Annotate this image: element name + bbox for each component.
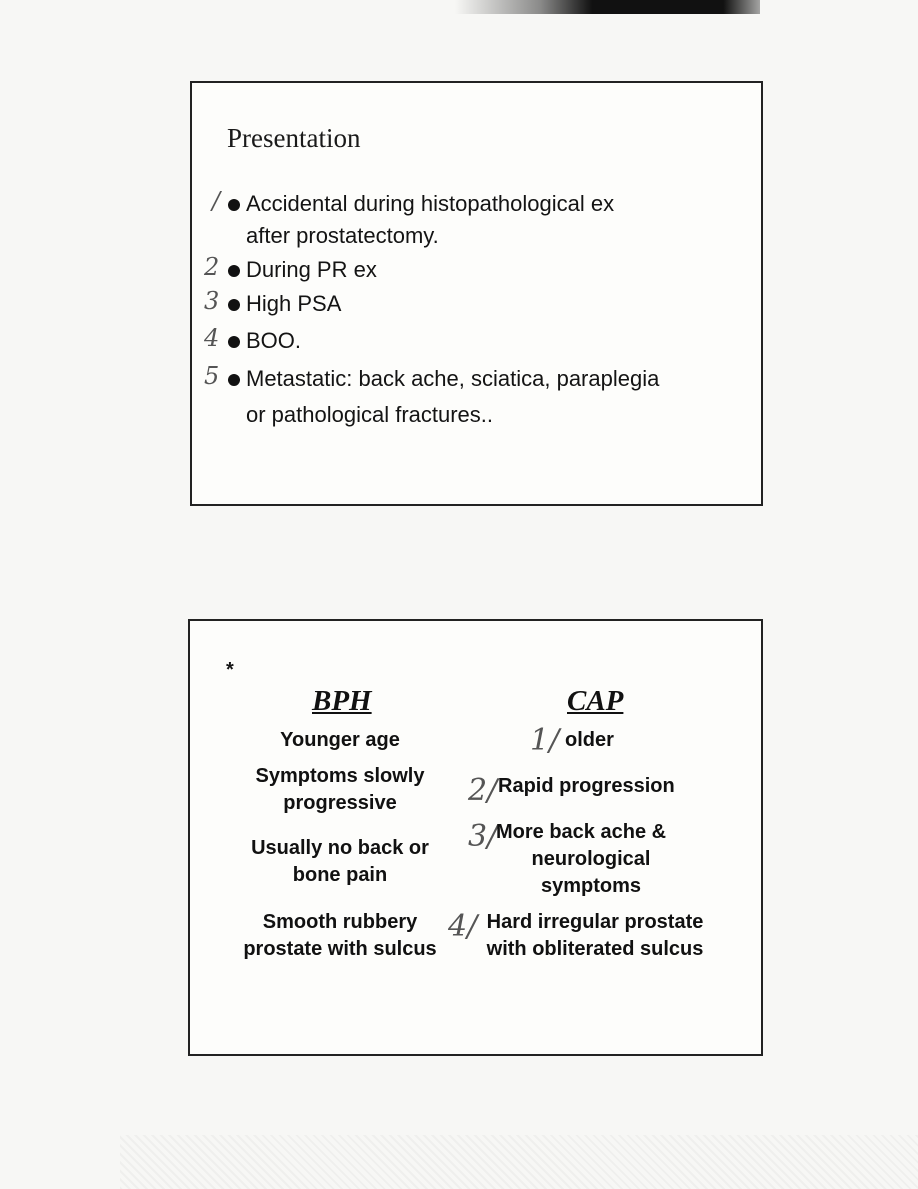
cap-cell: More back ache & neurological symptoms <box>496 821 667 897</box>
list-item-text: During PR ex <box>246 257 377 282</box>
list-item-text: or pathological fractures.. <box>246 402 494 427</box>
handwritten-number: 1/ <box>530 723 560 758</box>
bullet-icon <box>228 336 240 348</box>
handwritten-number: 2/ <box>468 773 498 808</box>
handwritten-number: 2 <box>204 253 220 281</box>
bph-cell: Symptoms slowly progressive <box>255 765 425 814</box>
bph-column-heading: BPH <box>312 685 372 717</box>
handwritten-number: 4 <box>204 324 220 352</box>
cap-cell: Rapid progression <box>498 775 675 797</box>
list-item-text: BOO. <box>246 328 302 353</box>
bph-cell: Usually no back or bone pain <box>251 837 429 886</box>
scan-noise <box>120 1135 918 1189</box>
list-item-text: after prostatectomy. <box>246 223 439 248</box>
list-item-text: High PSA <box>246 291 342 316</box>
bullet-icon <box>228 374 240 386</box>
handwritten-number: 3 <box>204 287 220 315</box>
list-item-text: Accidental during histopathological ex <box>246 191 615 216</box>
bullet-icon <box>228 199 240 211</box>
handwritten-number: / <box>212 187 221 215</box>
slide-title: Presentation <box>227 123 361 153</box>
presentation-slide <box>190 81 763 506</box>
list-item-text: Metastatic: back ache, sciatica, paraplegia <box>246 366 660 391</box>
bph-cell: Smooth rubbery prostate with sulcus <box>243 911 437 960</box>
handwritten-number: 3/ <box>468 819 498 854</box>
bph-cell: Younger age <box>280 729 400 751</box>
bullet-icon <box>228 265 240 277</box>
handwritten-number: 5 <box>204 362 220 390</box>
cap-cell: older <box>565 729 614 751</box>
cap-column-heading: CAP <box>567 685 624 717</box>
comparison-slide <box>188 619 763 1056</box>
cap-cell: Hard irregular prostate with obliterated sulcus <box>486 911 704 960</box>
scan-edge-shadow <box>455 0 760 14</box>
bullet-icon <box>228 299 240 311</box>
handwritten-number: 4/ <box>448 909 478 944</box>
star-mark: * <box>226 659 234 681</box>
